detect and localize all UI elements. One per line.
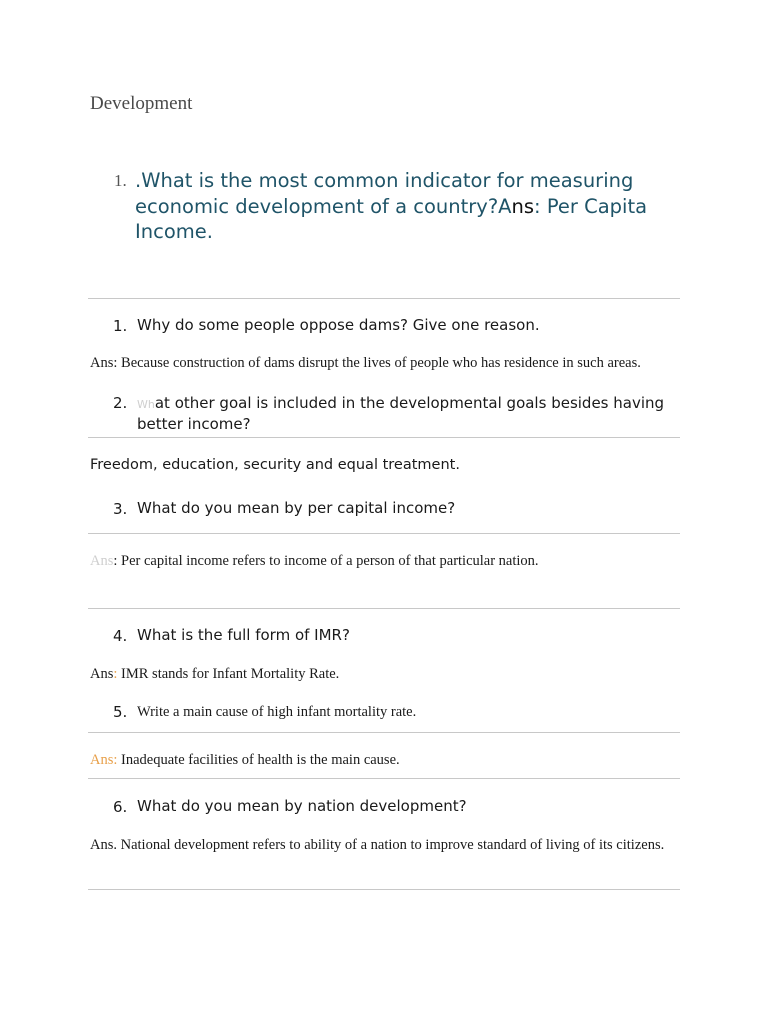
question-2-faint-prefix: Wh [137,398,155,411]
question-1-number: 1. [113,317,128,335]
question-6-number: 6. [113,798,128,816]
divider [88,778,680,779]
answer-4 [90,666,339,683]
main-question [135,168,680,245]
answer-2: Freedom, education, security and equal treatment. [90,457,460,473]
question-1-text: Why do some people oppose dams? Give one reason. [137,316,540,334]
answer-1: Ans: Because construction of dams disrupt the lives of people who has residence in such areas. [90,355,641,371]
answer-6: Ans. National development refers to ability of a nation to improve standard of living of its citizens. [90,837,665,853]
answer-3 [90,553,539,570]
main-question-text: .What is the most common indicator for measuring economic development of a country? [135,169,634,218]
main-question-number: 1. [114,171,127,190]
answer-3-text: : Per capital income refers to income of a person of that particular nation. [113,553,539,569]
question-4-number: 4. [113,627,128,645]
question-3-text: What do you mean by per capital income? [137,499,456,517]
question-2-body: at other goal is included in the developmental goals besides having better income? [137,394,665,433]
answer-4-colon: : [113,666,118,682]
divider [88,608,680,609]
divider [88,889,680,890]
question-2-number: 2. [113,394,128,412]
divider [88,732,680,733]
answer-5-label: Ans: [90,752,118,768]
document-title: Development [90,93,193,114]
answer-5 [90,752,400,769]
answer-5-text: Inadequate facilities of health is the main cause. [117,752,400,768]
divider [88,437,680,438]
main-answer-label-a: A [498,194,512,218]
main-answer-text: : Per Capita Income. [135,194,648,243]
main-answer-label-rest: ns [511,194,535,218]
question-4-text: What is the full form of IMR? [137,626,350,644]
answer-4-text: IMR stands for Infant Mortality Rate. [117,666,340,682]
question-3-number: 3. [113,500,128,518]
question-6-text: What do you mean by nation development? [137,797,467,815]
question-5-number: 5. [113,703,128,721]
question-2-text [137,394,672,434]
answer-4-label: Ans [90,666,114,682]
divider [88,533,680,534]
answer-3-label: Ans [90,553,114,569]
question-5-text: Write a main cause of high infant mortality rate. [137,704,417,720]
divider [88,298,680,299]
